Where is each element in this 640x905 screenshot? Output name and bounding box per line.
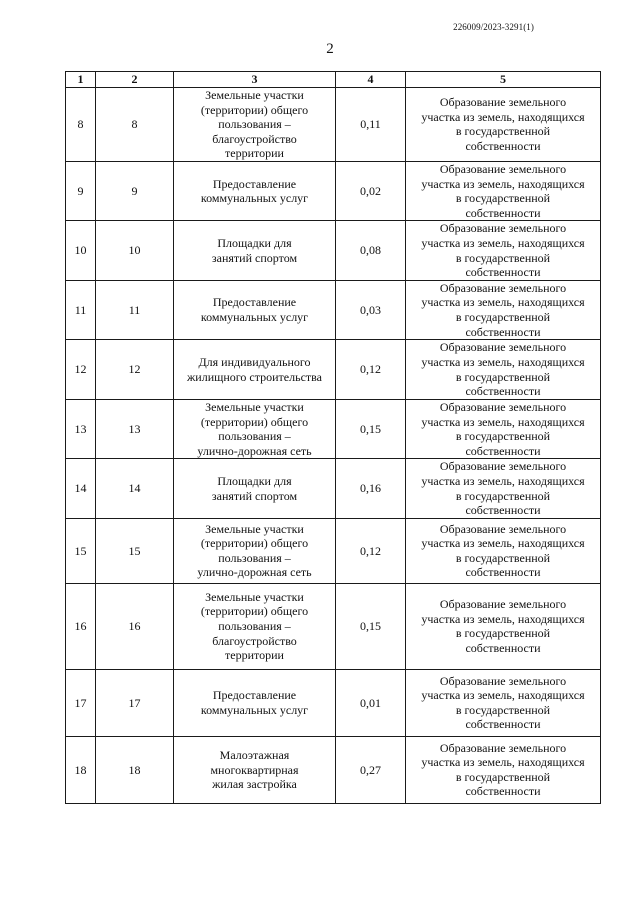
- table-row: [66, 88, 601, 162]
- area-cell: 0,16: [336, 459, 406, 518]
- row-number: 11: [66, 280, 96, 339]
- area-cell: 0,03: [336, 280, 406, 339]
- document-number: 226009/2023-3291(1): [453, 22, 534, 32]
- area-cell: 0,27: [336, 736, 406, 803]
- row-number: 12: [66, 340, 96, 400]
- area-cell: 0,08: [336, 221, 406, 280]
- land-use-cell: Для индивидуального жилищного строительства: [174, 340, 336, 400]
- row-number: 9: [66, 161, 96, 220]
- row-number: 13: [66, 400, 96, 459]
- land-use-cell: Земельные участки (территории) общего пользования – благоустройство территории: [174, 88, 336, 162]
- column-header: 4: [336, 72, 406, 88]
- area-cell: 0,01: [336, 669, 406, 736]
- land-plots-table: [65, 71, 601, 804]
- area-cell: 0,15: [336, 583, 406, 669]
- formation-method-cell: Образование земельного участка из земель, находящихся в государственной собственности: [406, 400, 601, 459]
- row-number: 16: [66, 583, 96, 669]
- formation-method-cell: Образование земельного участка из земель, находящихся в государственной собственности: [406, 736, 601, 803]
- formation-method-cell: Образование земельного участка из земель, находящихся в государственной собственности: [406, 88, 601, 162]
- formation-method-cell: Образование земельного участка из земель, находящихся в государственной собственности: [406, 669, 601, 736]
- formation-method-cell: Образование земельного участка из земель, находящихся в государственной собственности: [406, 518, 601, 583]
- table-row: [66, 669, 601, 736]
- table-row: [66, 583, 601, 669]
- row-number: 15: [66, 518, 96, 583]
- formation-method-cell: Образование земельного участка из земель, находящихся в государственной собственности: [406, 280, 601, 339]
- table-row: [66, 736, 601, 803]
- row-number: 10: [66, 221, 96, 280]
- row-number: 14: [66, 459, 96, 518]
- formation-method-cell: Образование земельного участка из земель, находящихся в государственной собственности: [406, 161, 601, 220]
- formation-method-cell: Образование земельного участка из земель, находящихся в государственной собственности: [406, 583, 601, 669]
- plot-number: 18: [96, 736, 174, 803]
- plot-number: 12: [96, 340, 174, 400]
- table-row: [66, 340, 601, 400]
- column-header: 3: [174, 72, 336, 88]
- plot-number: 10: [96, 221, 174, 280]
- column-header: 5: [406, 72, 601, 88]
- land-use-cell: Площадки для занятий спортом: [174, 221, 336, 280]
- formation-method-cell: Образование земельного участка из земель, находящихся в государственной собственности: [406, 221, 601, 280]
- plot-number: 11: [96, 280, 174, 339]
- column-header: 1: [66, 72, 96, 88]
- table-header-row: [66, 72, 601, 88]
- area-cell: 0,12: [336, 340, 406, 400]
- table-row: [66, 518, 601, 583]
- land-use-cell: Земельные участки (территории) общего пользования – улично-дорожная сеть: [174, 400, 336, 459]
- formation-method-cell: Образование земельного участка из земель, находящихся в государственной собственности: [406, 459, 601, 518]
- plot-number: 16: [96, 583, 174, 669]
- land-use-cell: Площадки для занятий спортом: [174, 459, 336, 518]
- table-row: [66, 400, 601, 459]
- area-cell: 0,02: [336, 161, 406, 220]
- table-row: [66, 221, 601, 280]
- row-number: 8: [66, 88, 96, 162]
- land-use-cell: Предоставление коммунальных услуг: [174, 161, 336, 220]
- area-cell: 0,11: [336, 88, 406, 162]
- land-use-cell: Предоставление коммунальных услуг: [174, 669, 336, 736]
- row-number: 17: [66, 669, 96, 736]
- area-cell: 0,15: [336, 400, 406, 459]
- table-row: [66, 161, 601, 220]
- land-use-cell: Земельные участки (территории) общего пользования – улично-дорожная сеть: [174, 518, 336, 583]
- plot-number: 9: [96, 161, 174, 220]
- plot-number: 14: [96, 459, 174, 518]
- formation-method-cell: Образование земельного участка из земель, находящихся в государственной собственности: [406, 340, 601, 400]
- land-use-cell: Малоэтажная многоквартирная жилая застройка: [174, 736, 336, 803]
- plot-number: 8: [96, 88, 174, 162]
- plot-number: 15: [96, 518, 174, 583]
- land-use-cell: Земельные участки (территории) общего пользования – благоустройство территории: [174, 583, 336, 669]
- area-cell: 0,12: [336, 518, 406, 583]
- page-number: 2: [326, 41, 334, 57]
- plot-number: 13: [96, 400, 174, 459]
- column-header: 2: [96, 72, 174, 88]
- table-row: [66, 280, 601, 339]
- plot-number: 17: [96, 669, 174, 736]
- row-number: 18: [66, 736, 96, 803]
- land-use-cell: Предоставление коммунальных услуг: [174, 280, 336, 339]
- table-row: [66, 459, 601, 518]
